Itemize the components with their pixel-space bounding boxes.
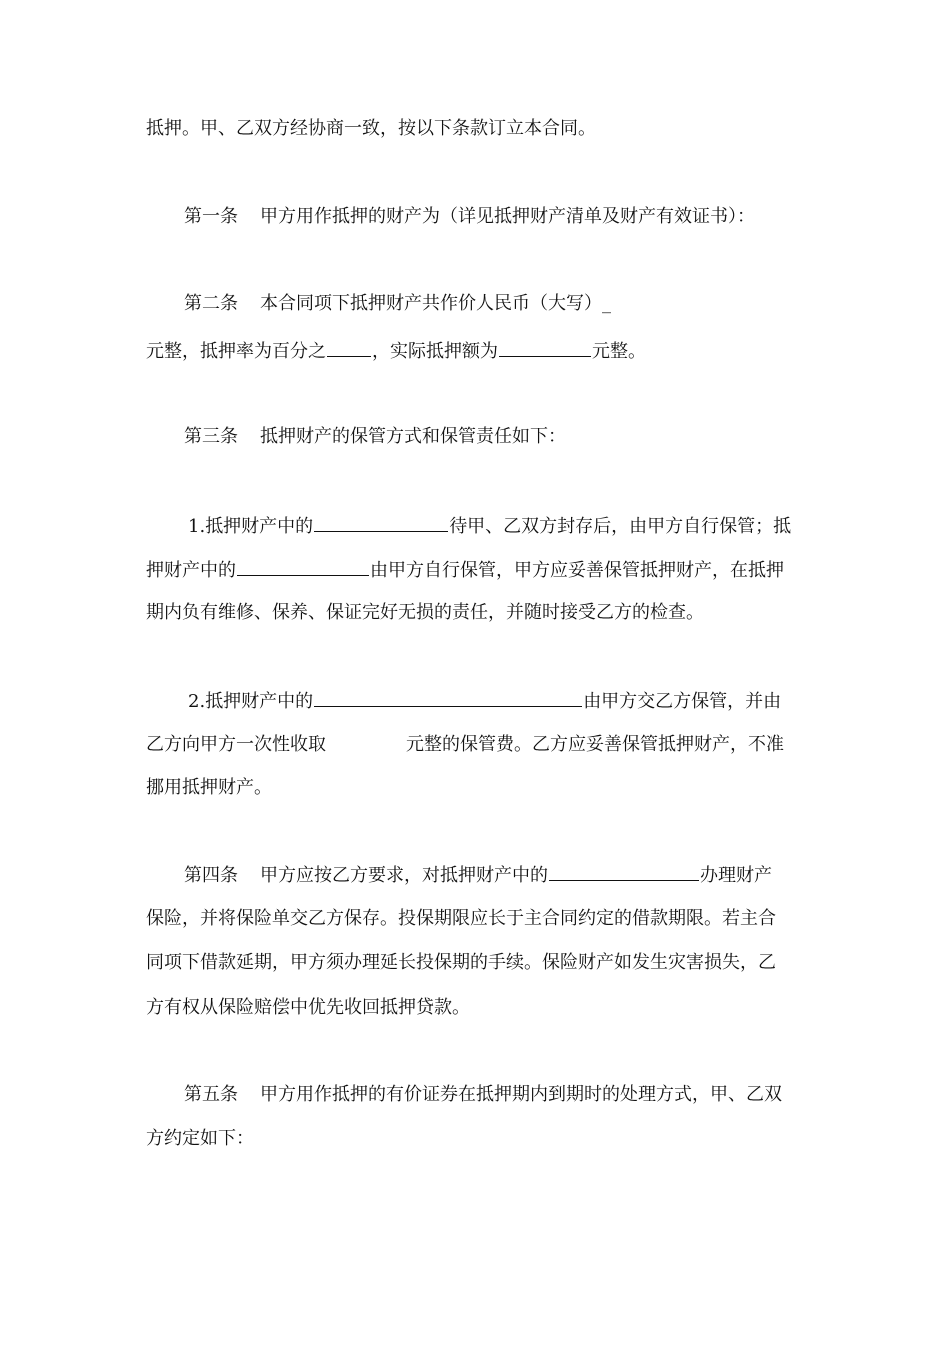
article-4-text-b: 办理财产 bbox=[700, 865, 772, 886]
item-2-line-1 bbox=[188, 688, 781, 714]
item-2-text-c: 乙方向甲方一次性收取 bbox=[146, 734, 326, 755]
intro-line bbox=[146, 117, 596, 141]
item-1-text-e: 期内负有维修、保养、保证完好无损的责任，并随时接受乙方的检查。 bbox=[146, 602, 704, 623]
item-1-line-1 bbox=[188, 513, 791, 539]
article-2-actual-text: ，实际抵押额为 bbox=[372, 341, 498, 362]
item-2-dot: . bbox=[199, 691, 206, 712]
article-4-line-1 bbox=[184, 862, 772, 888]
item-1-text-c: 押财产中的 bbox=[146, 560, 236, 581]
article-2-text: 本合同项下抵押财产共作价人民币（大写） bbox=[260, 293, 602, 314]
actual-amount-blank[interactable] bbox=[499, 338, 591, 357]
item-1-text-a: 抵押财产中的 bbox=[205, 516, 314, 537]
article-2-yuan-text: 元整，抵押率为百分之 bbox=[146, 341, 326, 362]
sealed-property-blank[interactable] bbox=[314, 513, 448, 532]
insured-property-blank[interactable] bbox=[549, 862, 699, 881]
article-5-label: 第五条 bbox=[184, 1084, 238, 1105]
article-4-text-a: 甲方应按乙方要求，对抵押财产中的 bbox=[260, 865, 548, 886]
article-5-text-b: 方约定如下： bbox=[146, 1128, 254, 1149]
article-4-line-4 bbox=[146, 996, 470, 1020]
item-1-line-2 bbox=[146, 557, 784, 583]
article-2-trailing-underscore: _ bbox=[602, 293, 611, 314]
article-3 bbox=[184, 425, 566, 449]
article-4-label: 第四条 bbox=[184, 865, 238, 886]
item-2-text-b: 由甲方交乙方保管，并由 bbox=[583, 691, 782, 712]
item-1-line-3 bbox=[146, 601, 704, 625]
item-2-number: 2 bbox=[188, 691, 200, 712]
item-2-text-a: 抵押财产中的 bbox=[205, 691, 314, 712]
intro-text: 抵押。甲、乙双方经协商一致，按以下条款订立本合同。 bbox=[146, 118, 596, 139]
article-1-text: 甲方用作抵押的财产为（详见抵押财产清单及财产有效证书）： bbox=[260, 206, 755, 227]
article-4-line-2 bbox=[146, 907, 776, 931]
item-2-line-2 bbox=[146, 733, 784, 757]
item-1-dot: . bbox=[199, 516, 206, 537]
item-1-text-d: 由甲方自行保管，甲方应妥善保管抵押财产，在抵押 bbox=[370, 560, 784, 581]
item-2-line-3 bbox=[146, 776, 272, 800]
article-2-line-1 bbox=[184, 292, 611, 316]
self-kept-property-blank[interactable] bbox=[237, 557, 369, 576]
article-3-label: 第三条 bbox=[184, 426, 238, 447]
article-4-text-c: 保险，并将保险单交乙方保存。投保期限应长于主合同约定的借款期限。若主合 bbox=[146, 908, 776, 929]
transferred-property-blank[interactable] bbox=[314, 688, 582, 707]
article-4-text-d: 同项下借款延期，甲方须办理延长投保期的手续。保险财产如发生灾害损失，乙 bbox=[146, 952, 776, 973]
article-1-label: 第一条 bbox=[184, 206, 238, 227]
storage-fee-blank[interactable] bbox=[326, 749, 406, 750]
item-2-text-d: 元整的保管费。乙方应妥善保管抵押财产，不准 bbox=[406, 734, 784, 755]
article-4-line-3 bbox=[146, 951, 776, 975]
item-2-text-e: 挪用抵押财产。 bbox=[146, 777, 272, 798]
article-5-line-2 bbox=[146, 1127, 254, 1151]
item-1-text-b: 待甲、乙双方封存后，由甲方自行保管；抵 bbox=[449, 516, 792, 537]
article-2-label: 第二条 bbox=[184, 293, 238, 314]
article-5-text-a: 甲方用作抵押的有价证券在抵押期内到期时的处理方式，甲、乙双 bbox=[260, 1084, 782, 1105]
article-5-line-1 bbox=[184, 1083, 782, 1107]
article-3-text: 抵押财产的保管方式和保管责任如下： bbox=[260, 426, 566, 447]
article-4-text-e: 方有权从保险赔偿中优先收回抵押贷款。 bbox=[146, 997, 470, 1018]
article-1 bbox=[184, 205, 755, 229]
mortgage-rate-blank[interactable] bbox=[327, 338, 371, 357]
article-2-end-text: 元整。 bbox=[592, 341, 646, 362]
item-1-number: 1 bbox=[188, 516, 200, 537]
article-2-line-2 bbox=[146, 338, 646, 364]
